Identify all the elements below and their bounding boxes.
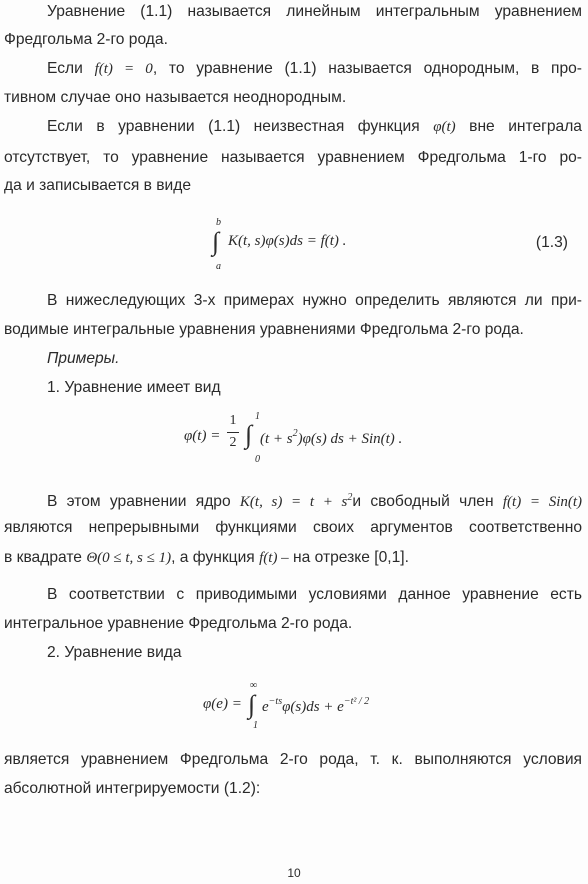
paragraph-6-line-1: В соответствии с приводимыми условиями данное уравнение есть (47, 586, 582, 603)
integral-lower-limit: 0 (255, 454, 260, 465)
integral-upper-limit: ∞ (250, 680, 258, 691)
equation-body (262, 696, 369, 716)
math-inline (240, 494, 352, 510)
body-part: e (262, 699, 269, 715)
paragraph-1-line-1: Уравнение (1.1) называется линейным интегральным уравнением (47, 3, 582, 20)
fraction-denominator: 2 (229, 435, 237, 450)
paragraph-7-line-2: абсолютной интегрируемости (1.2): (4, 780, 261, 797)
integral-sign: ∫ (248, 690, 256, 719)
body-part: )φ(s) ds + Sin(t) . (297, 431, 403, 447)
text-segment: В этом уравнении ядро (47, 493, 231, 510)
fraction-numerator: 1 (229, 413, 237, 428)
superscript: 2 (292, 428, 298, 439)
text-segment: в квадрате (4, 549, 82, 566)
math-inline: f(t) = Sin(t) (502, 494, 583, 510)
integral-upper-limit: 1 (255, 411, 260, 422)
equation-number: (1.3) (535, 234, 568, 251)
fraction-bar (227, 432, 239, 433)
page-number: 10 (287, 866, 301, 880)
integral-sign: ∫ (245, 420, 253, 449)
examples-heading: Примеры. (47, 350, 120, 367)
paragraph-5-line-2: являются непрерывными функциями своих аргументов соответственно (4, 519, 582, 536)
text-segment: вне интеграла (469, 118, 582, 135)
example-2-intro: 2. Уравнение вида (47, 644, 182, 661)
exponent: −t² / 2 (343, 696, 370, 707)
text-segment: , а функция (171, 549, 255, 566)
math-inline: Θ(0 ≤ t, s ≤ 1) (86, 550, 172, 566)
kernel-part: K(t, s) = t + s (239, 494, 348, 510)
math-inline: f(t) = 0 (94, 61, 153, 77)
paragraph-4-line-1: В нижеследующих 3-х примерах нужно определить являются ли при- (47, 292, 582, 309)
paragraph-2-line-1 (47, 59, 582, 79)
text-segment: на отрезке [0,1]. (293, 549, 409, 566)
integral-lower-limit: a (216, 261, 221, 272)
paragraph-3-line-2: отсутствует, то уравнение называется уравнением Фредгольма 1-го ро- (4, 149, 582, 166)
equation-body: K(t, s)φ(s)ds = f(t) . (228, 233, 347, 249)
text-segment: и свободный член (352, 493, 494, 510)
paragraph-6-line-2: интегральное уравнение Фредгольма 2-го рода. (4, 615, 353, 632)
superscript: 2 (347, 492, 353, 503)
integral-lower-limit: 1 (253, 720, 258, 731)
paragraph-5-line-3 (4, 548, 582, 568)
text-segment: Если (47, 60, 83, 77)
text-segment: Если в уравнении (1.1) неизвестная функция (47, 118, 420, 135)
integral-upper-limit: b (216, 217, 221, 228)
paragraph-3-line-1 (47, 117, 582, 137)
math-inline: f(t) – (259, 550, 289, 566)
body-part: φ(s)ds + e (282, 699, 344, 715)
equation-lhs: φ(e) = (203, 696, 242, 712)
body-part: (t + s (260, 431, 293, 447)
equation-body (260, 428, 402, 448)
text-segment: , то уравнение (1.1) называется однородным, в про- (152, 60, 582, 77)
paragraph-2-line-2: тивном случае оно называется неоднородным. (4, 89, 347, 106)
paragraph-7-line-1: является уравнением Фредгольма 2-го рода, т. к. выполняются условия (4, 751, 582, 768)
paragraph-4-line-2: водимые интегральные уравнения уравнениями Фредгольма 2-го рода. (4, 321, 524, 338)
exponent: −ts (268, 696, 283, 707)
math-inline: φ(t) (433, 119, 456, 135)
paragraph-3-line-3: да и записывается в виде (4, 177, 191, 194)
integral-sign: ∫ (212, 227, 220, 256)
paragraph-1-line-2: Фредгольма 2-го рода. (4, 31, 168, 48)
paragraph-5-line-1 (47, 488, 582, 512)
example-1-intro: 1. Уравнение имеет вид (47, 379, 221, 396)
equation-lhs: φ(t) = (184, 428, 221, 444)
